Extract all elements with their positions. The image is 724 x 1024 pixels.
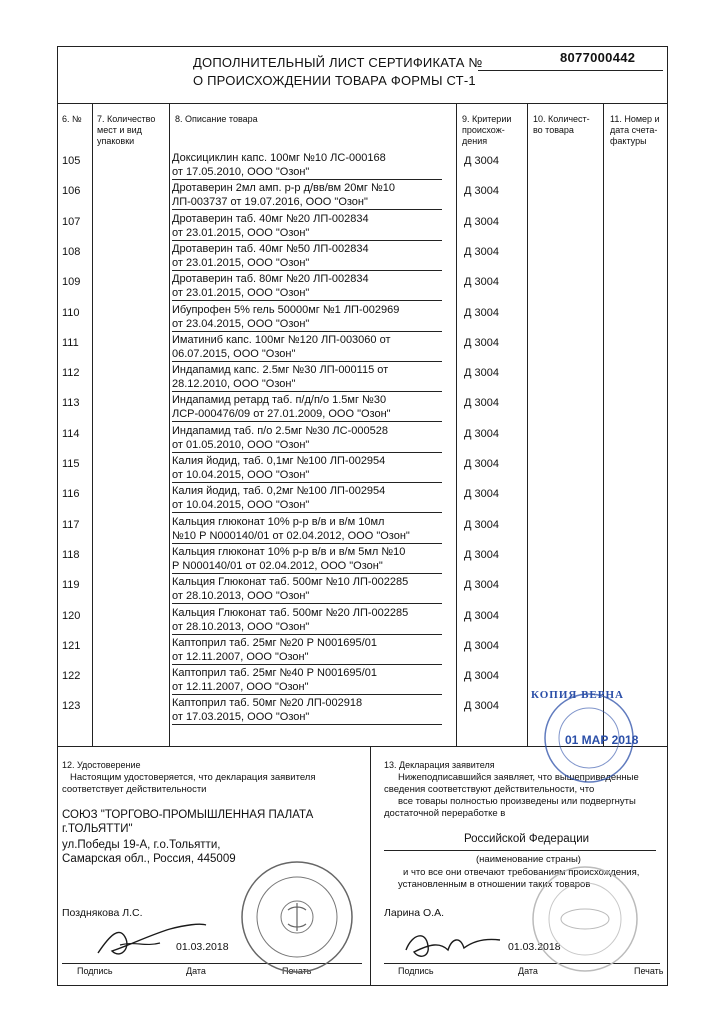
- declaration-text: все товары полностью произведены или подвергнуты: [398, 796, 636, 807]
- description-line: от 23.01.2015, ООО "Озон": [172, 227, 310, 239]
- chamber-name: СОЮЗ "ТОРГОВО-ПРОМЫШЛЕННАЯ ПАЛАТА: [62, 809, 314, 821]
- row-underline: [172, 512, 442, 513]
- description-line: №10 Р N000140/01 от 02.04.2012, ООО "Озон": [172, 530, 410, 542]
- row-number: 117: [62, 519, 80, 531]
- column-header-origin-criteria: 9. Критерии происхож-дения: [462, 114, 512, 146]
- row-description: [172, 606, 457, 634]
- chamber-address: Самарская обл., Россия, 445009: [62, 853, 236, 865]
- description-line: ЛП-003737 от 19.07.2016, ООО "Озон": [172, 196, 368, 208]
- description-line: Индапамид ретард таб. п/д/п/о 1.5мг №30: [172, 394, 387, 406]
- copy-verified-stamp: [515, 680, 660, 785]
- row-underline: [172, 209, 442, 210]
- description-line: от 28.10.2013, ООО "Озон": [172, 590, 310, 602]
- description-line: Ибупрофен 5% гель 50000мг №1 ЛП-002969: [172, 304, 400, 316]
- country-underline: [384, 850, 656, 851]
- row-number: 106: [62, 185, 81, 197]
- row-description: [172, 696, 457, 724]
- row-description: [172, 545, 457, 573]
- copy-stamp-date: 01 МАР 2018: [565, 733, 639, 747]
- row-number: 113: [62, 397, 80, 409]
- row-underline: [172, 724, 442, 725]
- row-number: 121: [62, 640, 81, 652]
- certification-title: 12. Удостоверение: [62, 760, 141, 770]
- row-underline: [172, 603, 442, 604]
- description-line: от 12.11.2007, ООО "Озон": [172, 681, 309, 693]
- description-line: Каптоприл таб. 25мг №40 Р N001695/01: [172, 667, 377, 679]
- description-line: Кальция глюконат 10% р-р в/в и в/м 10мл: [172, 516, 385, 528]
- row-origin-criteria: Д 3004: [464, 276, 499, 288]
- row-description: [172, 636, 457, 664]
- row-description: [172, 212, 457, 240]
- row-origin-criteria: Д 3004: [464, 428, 499, 440]
- row-number: 122: [62, 670, 81, 682]
- row-origin-criteria: Д 3004: [464, 155, 499, 167]
- row-origin-criteria: Д 3004: [464, 700, 499, 712]
- row-number: 119: [62, 579, 80, 591]
- row-origin-criteria: Д 3004: [464, 488, 499, 500]
- chamber-name: г.ТОЛЬЯТТИ": [62, 823, 133, 835]
- row-number: 107: [62, 216, 81, 228]
- row-description: [172, 303, 457, 331]
- row-number: 120: [62, 610, 81, 622]
- description-line: 28.12.2010, ООО "Озон": [172, 378, 296, 390]
- row-underline: [172, 391, 442, 392]
- row-number: 116: [62, 488, 80, 500]
- copy-stamp-label: КОПИЯ ВЕРНА: [531, 689, 624, 701]
- row-underline: [172, 300, 442, 301]
- description-line: Доксициклин капс. 100мг №10 ЛС-000168: [172, 152, 386, 164]
- description-line: от 10.04.2015, ООО "Озон": [172, 499, 310, 511]
- row-number: 110: [62, 307, 80, 319]
- certifier-signature: [90, 915, 210, 965]
- row-origin-criteria: Д 3004: [464, 640, 499, 652]
- chamber-seal: [238, 858, 356, 976]
- row-origin-criteria: Д 3004: [464, 307, 499, 319]
- row-description: [172, 393, 457, 421]
- header-title-line2: О ПРОИСХОЖДЕНИИ ТОВАРА ФОРМЫ СТ-1: [193, 73, 476, 88]
- row-underline: [172, 331, 442, 332]
- certification-text: соответствует действительности: [62, 784, 207, 795]
- row-origin-criteria: Д 3004: [464, 670, 499, 682]
- signature-label: Подпись: [398, 966, 434, 976]
- row-number: 114: [62, 428, 80, 440]
- certification-date: 01.03.2018: [176, 941, 229, 953]
- certificate-number-underline: [478, 70, 663, 71]
- declaration-text: сведения соответствуют действительности, что: [384, 784, 595, 795]
- declaration-date: 01.03.2018: [508, 941, 561, 953]
- column-divider: [527, 103, 528, 746]
- column-header-description: 8. Описание товара: [175, 114, 258, 124]
- description-line: Кальция глюконат 10% р-р в/в и в/м 5мл №10: [172, 546, 406, 558]
- description-line: от 23.01.2015, ООО "Озон": [172, 287, 310, 299]
- row-origin-criteria: Д 3004: [464, 185, 499, 197]
- row-origin-criteria: Д 3004: [464, 337, 499, 349]
- description-line: от 01.05.2010, ООО "Озон": [172, 439, 310, 451]
- description-line: Дротаверин таб. 40мг №20 ЛП-002834: [172, 213, 369, 225]
- description-line: 06.07.2015, ООО "Озон": [172, 348, 296, 360]
- row-underline: [172, 634, 442, 635]
- column-header-packages: 7. Количество мест и вид упаковки: [97, 114, 156, 146]
- row-description: [172, 424, 457, 452]
- declarant-signature: [400, 920, 510, 965]
- row-origin-criteria: Д 3004: [464, 246, 499, 258]
- row-number: 112: [62, 367, 80, 379]
- row-description: [172, 151, 457, 179]
- column-header-invoice: 11. Номер и дата счета-фактуры: [610, 114, 660, 146]
- description-line: Индапамид таб. п/о 2.5мг №30 ЛС-000528: [172, 425, 388, 437]
- description-line: от 23.04.2015, ООО "Озон": [172, 318, 310, 330]
- column-divider: [169, 103, 170, 746]
- row-origin-criteria: Д 3004: [464, 549, 499, 561]
- column-header-number: 6. №: [62, 114, 82, 124]
- row-underline: [172, 694, 442, 695]
- origin-country: Российской Федерации: [464, 833, 590, 845]
- row-underline: [172, 270, 442, 271]
- date-label: Дата: [186, 966, 206, 976]
- declaration-text: установленным в отношении таких товаров: [398, 879, 591, 890]
- declaration-text: Нижеподписавшийся заявляет, что вышеприведенные: [398, 772, 639, 783]
- row-description: [172, 181, 457, 209]
- description-line: ЛСР-000476/09 от 27.01.2009, ООО "Озон": [172, 408, 391, 420]
- stamp-label: Печать: [282, 966, 312, 976]
- description-line: Калия йодид, таб. 0,2мг №100 ЛП-002954: [172, 485, 386, 497]
- row-origin-criteria: Д 3004: [464, 458, 499, 470]
- column-divider: [603, 103, 604, 746]
- row-underline: [172, 543, 442, 544]
- row-description: [172, 333, 457, 361]
- row-number: 108: [62, 246, 81, 258]
- header-title-line1: ДОПОЛНИТЕЛЬНЫЙ ЛИСТ СЕРТИФИКАТА №: [193, 55, 483, 70]
- chamber-address: ул.Победы 19-А, г.о.Тольятти,: [62, 839, 221, 851]
- description-line: Кальция Глюконат таб. 500мг №20 ЛП-002285: [172, 607, 409, 619]
- description-line: Дротаверин 2мл амп. р-р д/вв/вм 20мг №10: [172, 182, 396, 194]
- signature-label: Подпись: [77, 966, 113, 976]
- row-underline: [172, 664, 442, 665]
- row-description: [172, 454, 457, 482]
- row-origin-criteria: Д 3004: [464, 610, 499, 622]
- row-underline: [172, 452, 442, 453]
- description-line: Кальция Глюконат таб. 500мг №10 ЛП-002285: [172, 576, 409, 588]
- description-line: Индапамид капс. 2.5мг №30 ЛП-000115 от: [172, 364, 389, 376]
- row-origin-criteria: Д 3004: [464, 579, 499, 591]
- description-line: от 17.05.2010, ООО "Озон": [172, 166, 310, 178]
- row-origin-criteria: Д 3004: [464, 519, 499, 531]
- row-description: [172, 363, 457, 391]
- row-description: [172, 242, 457, 270]
- row-description: [172, 575, 457, 603]
- declaration-title: 13. Декларация заявителя: [384, 760, 495, 770]
- row-number: 123: [62, 700, 81, 712]
- description-line: Иматиниб капс. 100мг №120 ЛП-003060 от: [172, 334, 391, 346]
- table-top-border: [57, 103, 668, 104]
- column-header-quantity: 10. Количест-во товара: [533, 114, 590, 135]
- row-description: [172, 666, 457, 694]
- description-line: Дротаверин таб. 40мг №50 ЛП-002834: [172, 243, 369, 255]
- row-number: 115: [62, 458, 80, 470]
- declarant-name: Ларина О.А.: [384, 907, 444, 919]
- row-origin-criteria: Д 3004: [464, 397, 499, 409]
- country-label: (наименование страны): [476, 854, 581, 865]
- description-line: от 10.04.2015, ООО "Озон": [172, 469, 310, 481]
- certificate-number: 8077000442: [560, 50, 636, 65]
- row-description: [172, 484, 457, 512]
- description-line: Каптоприл таб. 25мг №20 Р N001695/01: [172, 637, 377, 649]
- stamp-label: Печать: [634, 966, 664, 976]
- row-number: 109: [62, 276, 81, 288]
- company-seal: [530, 864, 640, 974]
- description-line: от 23.01.2015, ООО "Озон": [172, 257, 310, 269]
- row-number: 118: [62, 549, 80, 561]
- row-underline: [172, 361, 442, 362]
- row-number: 105: [62, 155, 81, 167]
- row-origin-criteria: Д 3004: [464, 216, 499, 228]
- description-line: от 12.11.2007, ООО "Озон": [172, 651, 309, 663]
- row-number: 111: [62, 337, 79, 349]
- date-label: Дата: [518, 966, 538, 976]
- description-line: от 28.10.2013, ООО "Озон": [172, 621, 310, 633]
- row-origin-criteria: Д 3004: [464, 367, 499, 379]
- declaration-text: и что все они отвечают требованиям происхождения,: [403, 867, 640, 878]
- certification-text: Настоящим удостоверяется, что декларация заявителя: [70, 772, 316, 783]
- row-description: [172, 515, 457, 543]
- declaration-text: достаточной переработке в: [384, 808, 506, 819]
- row-underline: [172, 573, 442, 574]
- row-underline: [172, 421, 442, 422]
- description-line: Дротаверин таб. 80мг №20 ЛП-002834: [172, 273, 369, 285]
- certifier-name: Позднякова Л.С.: [62, 907, 143, 919]
- description-line: Каптоприл таб. 50мг №20 ЛП-002918: [172, 697, 363, 709]
- description-line: от 17.03.2015, ООО "Озон": [172, 711, 310, 723]
- description-line: Калия йодид, таб. 0,1мг №100 ЛП-002954: [172, 455, 386, 467]
- section-divider: [370, 746, 371, 986]
- description-line: Р N000140/01 от 02.04.2012, ООО "Озон": [172, 560, 383, 572]
- row-underline: [172, 240, 442, 241]
- row-underline: [172, 482, 442, 483]
- row-description: [172, 272, 457, 300]
- row-underline: [172, 179, 442, 180]
